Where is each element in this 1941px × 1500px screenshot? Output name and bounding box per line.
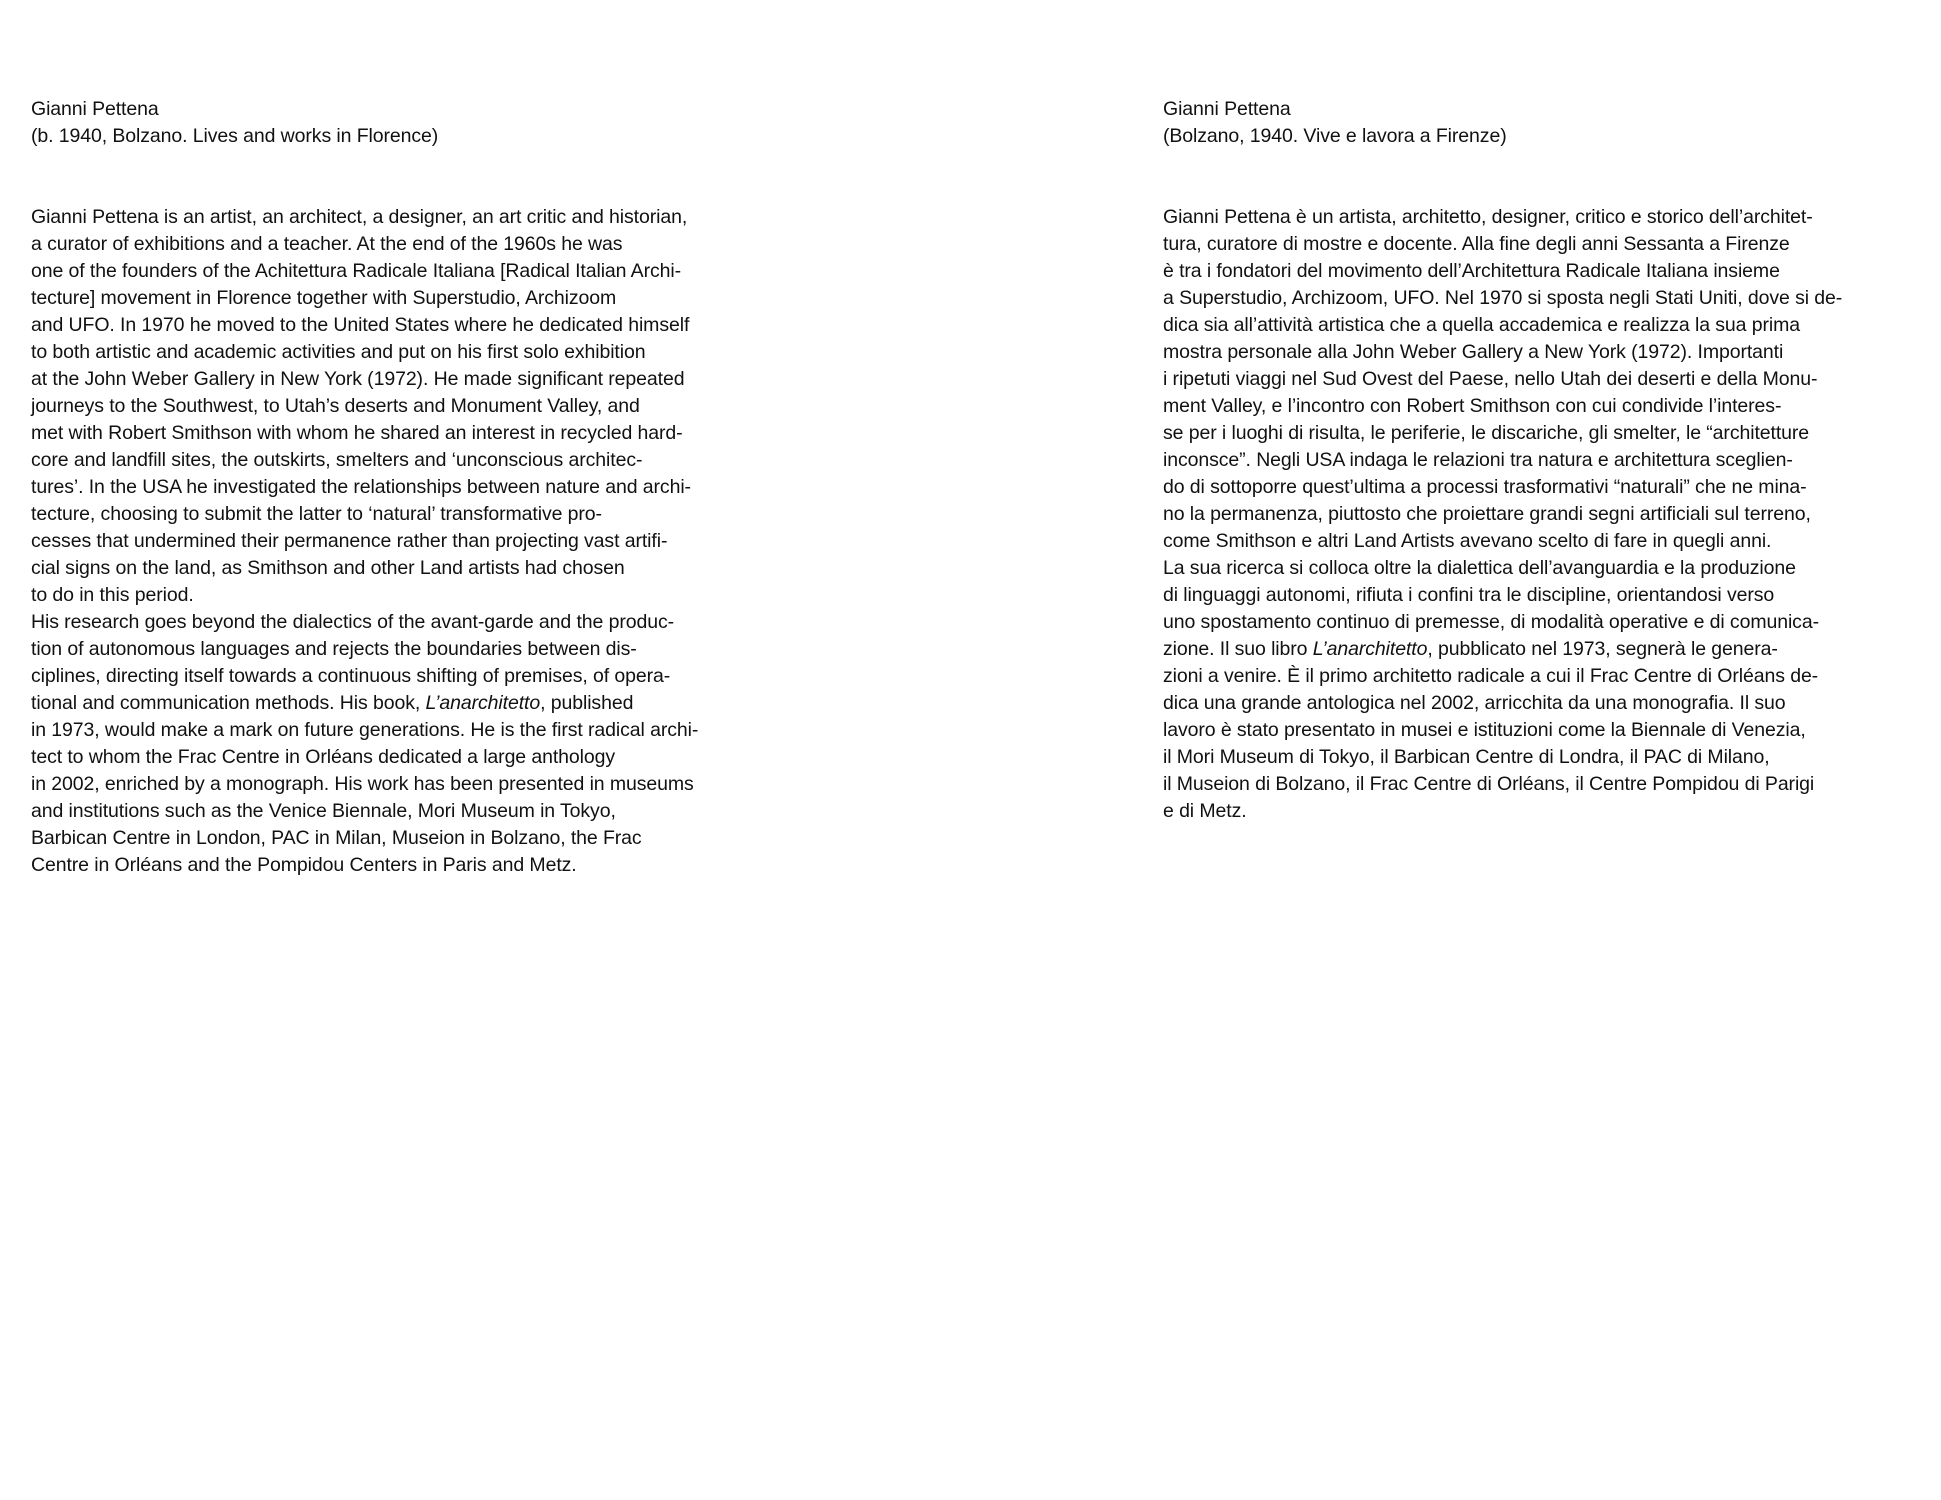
bio-line: uno spostamento continuo di premesse, di modalità operative e di comunica- [1163, 611, 1819, 633]
bio-line: cial signs on the land, as Smithson and other Land artists had chosen [31, 557, 625, 579]
bio-line: core and landfill sites, the outskirts, smelters and ‘unconscious architec- [31, 449, 643, 471]
bio-line: in 1973, would make a mark on future generations. He is the first radical archi- [31, 719, 699, 741]
birth-info: (Bolzano, 1940. Vive e lavora a Firenze) [1163, 125, 1507, 147]
italian-heading [1163, 96, 1941, 150]
bio-line: Gianni Pettena è un artista, architetto, designer, critico e storico dell’architet- [1163, 206, 1813, 228]
bio-line: ment Valley, e l’incontro con Robert Smithson con cui condivide l’interes- [1163, 395, 1782, 417]
bio-line: tecture] movement in Florence together with Superstudio, Archizoom [31, 287, 617, 309]
bio-line: tura, curatore di mostre e docente. Alla fine degli anni Sessanta a Firenze [1163, 233, 1790, 255]
book-title: L’anarchitetto [425, 692, 541, 714]
english-heading [31, 96, 831, 150]
bio-line: to both artistic and academic activities and put on his first solo exhibition [31, 341, 646, 363]
bio-line: tecture, choosing to submit the latter to ‘natural’ transformative pro- [31, 503, 602, 525]
bio-line: inconsce”. Negli USA indaga le relazioni tra natura e architettura sceglien- [1163, 449, 1793, 471]
bio-line: Gianni Pettena is an artist, an architect, a designer, an art critic and historian, [31, 206, 688, 228]
bio-line: and institutions such as the Venice Biennale, Mori Museum in Tokyo, [31, 800, 616, 822]
bio-line: La sua ricerca si colloca oltre la dialettica dell’avanguardia e la produzione [1163, 557, 1796, 579]
bio-line: journeys to the Southwest, to Utah’s deserts and Monument Valley, and [31, 395, 640, 417]
bio-line: di linguaggi autonomi, rifiuta i confini tra le discipline, orientandosi verso [1163, 584, 1775, 606]
bio-line: tures’. In the USA he investigated the relationships between nature and archi- [31, 476, 691, 498]
bio-line: lavoro è stato presentato in musei e istituzioni come la Biennale di Venezia, [1163, 719, 1806, 741]
bio-line: at the John Weber Gallery in New York (1972). He made significant repeated [31, 368, 685, 390]
bio-line: è tra i fondatori del movimento dell’Architettura Radicale Italiana insieme [1163, 260, 1780, 282]
bio-line: se per i luoghi di risulta, le periferie, le discariche, gli smelter, le “architetture [1163, 422, 1810, 444]
bio-line: e di Metz. [1163, 800, 1247, 822]
bio-line: Centre in Orléans and the Pompidou Centers in Paris and Metz. [31, 854, 577, 876]
bio-text: , published [540, 692, 634, 714]
artist-name: Gianni Pettena [31, 98, 159, 120]
bio-line: a curator of exhibitions and a teacher. At the end of the 1960s he was [31, 233, 623, 255]
bio-line: ciplines, directing itself towards a continuous shifting of premises, of opera- [31, 665, 671, 687]
bio-line: dica una grande antologica nel 2002, arricchita da una monografia. Il suo [1163, 692, 1786, 714]
bio-line: tion of autonomous languages and rejects the boundaries between dis- [31, 638, 637, 660]
bio-line-book [1163, 636, 1941, 663]
bio-line: i ripetuti viaggi nel Sud Ovest del Paese, nello Utah dei deserti e della Monu- [1163, 368, 1818, 390]
bio-line-book [31, 690, 831, 717]
bio-line: cesses that undermined their permanence rather than projecting vast artifi- [31, 530, 668, 552]
birth-info: (b. 1940, Bolzano. Lives and works in Florence) [31, 125, 439, 147]
book-title: L’anarchitetto [1312, 638, 1428, 660]
bio-line: il Mori Museum di Tokyo, il Barbican Centre di Londra, il PAC di Milano, [1163, 746, 1770, 768]
bio-line: tect to whom the Frac Centre in Orléans dedicated a large anthology [31, 746, 616, 768]
italian-biography [1163, 204, 1941, 825]
bio-text: zione. Il suo libro [1163, 638, 1313, 660]
bio-line: in 2002, enriched by a monograph. His work has been presented in museums [31, 773, 694, 795]
bio-line: a Superstudio, Archizoom, UFO. Nel 1970 si sposta negli Stati Uniti, dove si de- [1163, 287, 1843, 309]
bio-line: il Museion di Bolzano, il Frac Centre di Orléans, il Centre Pompidou di Parigi [1163, 773, 1815, 795]
bio-line: come Smithson e altri Land Artists avevano scelto di fare in quegli anni. [1163, 530, 1772, 552]
bio-line: dica sia all’attività artistica che a quella accademica e realizza la sua prima [1163, 314, 1800, 336]
bio-line: met with Robert Smithson with whom he shared an interest in recycled hard- [31, 422, 683, 444]
bio-text: tional and communication methods. His book, [31, 692, 426, 714]
bio-line: and UFO. In 1970 he moved to the United States where he dedicated himself [31, 314, 690, 336]
bio-text: , pubblicato nel 1973, segnerà le genera- [1427, 638, 1778, 660]
artist-name: Gianni Pettena [1163, 98, 1291, 120]
bio-line: zioni a venire. È il primo architetto radicale a cui il Frac Centre di Orléans de- [1163, 665, 1819, 687]
english-column [31, 96, 831, 879]
bio-line: no la permanenza, piuttosto che proiettare grandi segni artificiali sul terreno, [1163, 503, 1811, 525]
bio-line: one of the founders of the Achitettura Radicale Italiana [Radical Italian Archi- [31, 260, 681, 282]
bio-line: to do in this period. [31, 584, 194, 606]
bio-line: Barbican Centre in London, PAC in Milan, Museion in Bolzano, the Frac [31, 827, 642, 849]
italian-column [1163, 96, 1941, 825]
english-biography [31, 204, 831, 879]
bio-line: mostra personale alla John Weber Gallery a New York (1972). Importanti [1163, 341, 1784, 363]
bio-line: His research goes beyond the dialectics of the avant-garde and the produc- [31, 611, 674, 633]
bio-line: do di sottoporre quest’ultima a processi trasformativi “naturali” che ne mina- [1163, 476, 1807, 498]
